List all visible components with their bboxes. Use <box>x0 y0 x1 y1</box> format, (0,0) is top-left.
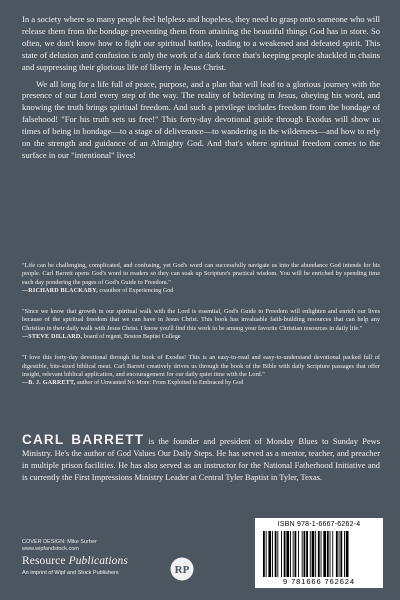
publisher-name-part2: Publications <box>68 555 128 567</box>
publisher-imprint: An imprint of Wipf and Stock Publishers <box>22 570 119 576</box>
author-bio <box>22 434 380 484</box>
barcode-box <box>255 518 383 588</box>
endorser-name-3: —B. J. GARRETT, <box>22 380 76 387</box>
endorsements <box>22 262 380 401</box>
barcode-icon <box>261 531 377 577</box>
back-cover-description <box>22 14 380 167</box>
endorser-name-2: —STEVE DILLARD, <box>22 334 83 341</box>
endorsement-quote-2: "Since we know that growth in our spiritual walk with the Lord is essential, God's Guide to Freedom will enlighten and enrich our lives because of the spiritual freedom that we can have in Jesus Christ. This book has invaluable faith-building resources that can help any Christian in their daily walk with Jesus Christ. I know you'll find this work to be among your favorite Christian resources in daily life." <box>22 308 380 332</box>
isbn-label: ISBN 978-1-6667-6262-4 <box>277 521 361 528</box>
endorser-role-2: board of regent, Boston Baptist College <box>83 334 181 341</box>
cover-credits <box>22 539 222 553</box>
endorsement-attribution-1 <box>22 287 380 295</box>
publisher-logo-text: RP <box>174 564 190 576</box>
cover-design-credit: COVER DESIGN: Mike Surber <box>22 539 97 545</box>
barcode-number: 9 781666 762624 <box>283 577 355 586</box>
publisher-name <box>22 555 128 567</box>
endorser-name-1: —RICHARD BLACKABY, <box>22 287 98 294</box>
publisher-website: www.wipfandstock.com <box>22 546 79 552</box>
endorsement-attribution-2 <box>22 333 380 341</box>
endorsement-quote-3: "I love this forty-day devotional through the book of Exodus! This is an easy-to-read and easy-to-understand devotional packed full of digestible, bite-sized biblical meat. Carl Barrett creatively drives us through the book of the Bible with daily Scripture passages that offer insight, relevant biblical application, and encouragement for our daily quiet time with the Lord." <box>22 354 380 378</box>
description-paragraph-2: We all long for a life full of peace, purpose, and a plan that will lead to a glorious journey with the presence of our Lord every step of the way. The reality of believing in Jesus, obeying his word, and knowing the truth brings spiritual freedom. And such a privilege includes freedom from the bondage of falsehood! "For his truth sets us free!" This forty-day devotional guide through Exodus will show us times of being in bondage—to a stage of deliverance—to wandering in the wilderness—and how to rely on the strength and guidance of an Almighty God. And that's where spiritual freedom comes to the surface in our "intentional" lives! <box>22 78 380 160</box>
publisher-logo-icon <box>170 557 194 581</box>
description-paragraph-1: In a society where so many people feel helpless and hopeless, they need to grasp onto someone who will release them from the bondage preventing them from attaining the beautiful things God has in store. So often, we don't know how to fight our spiritual battles, leading to a weakened and defeated spirit. This state of delusion and confusion is only the work of a dark force that's keeping people shackled in chains and suppressing their glorious life of liberty in Jesus Christ. <box>22 14 380 72</box>
endorser-role-3: author of Unwanted No More: From Exploited to Embraced by God <box>77 380 244 387</box>
publisher-block <box>22 555 222 585</box>
endorsement-attribution-3 <box>22 379 380 387</box>
author-name: CARL BARRETT <box>22 432 145 447</box>
author-bio-text: is the founder and president of Monday Blues to Sunday Pews Ministry. He's the author of God Values Our Daily Steps. He has served as a mentor, teacher, and preacher in multiple prison facilities. He has also served as an instructor for the National Fatherhood Initiative and is currently the First Impressions Ministry Leader at Central Tyler Baptist in Tyler, Texas. <box>22 437 380 482</box>
publisher-name-part1: Resource <box>22 555 69 567</box>
endorsement-quote-1: "Life can be challenging, complicated, and confusing, yet God's word can successfully navigate us into the abundance God intends for his people. Carl Barrett opens God's word to readers so they can soak up Scripture's practical wisdom. You will be enriched by spending time each day pondering the pages of God's Guide to Freedom." <box>22 262 380 286</box>
endorser-role-1: coauthor of Experiencing God <box>99 287 174 294</box>
